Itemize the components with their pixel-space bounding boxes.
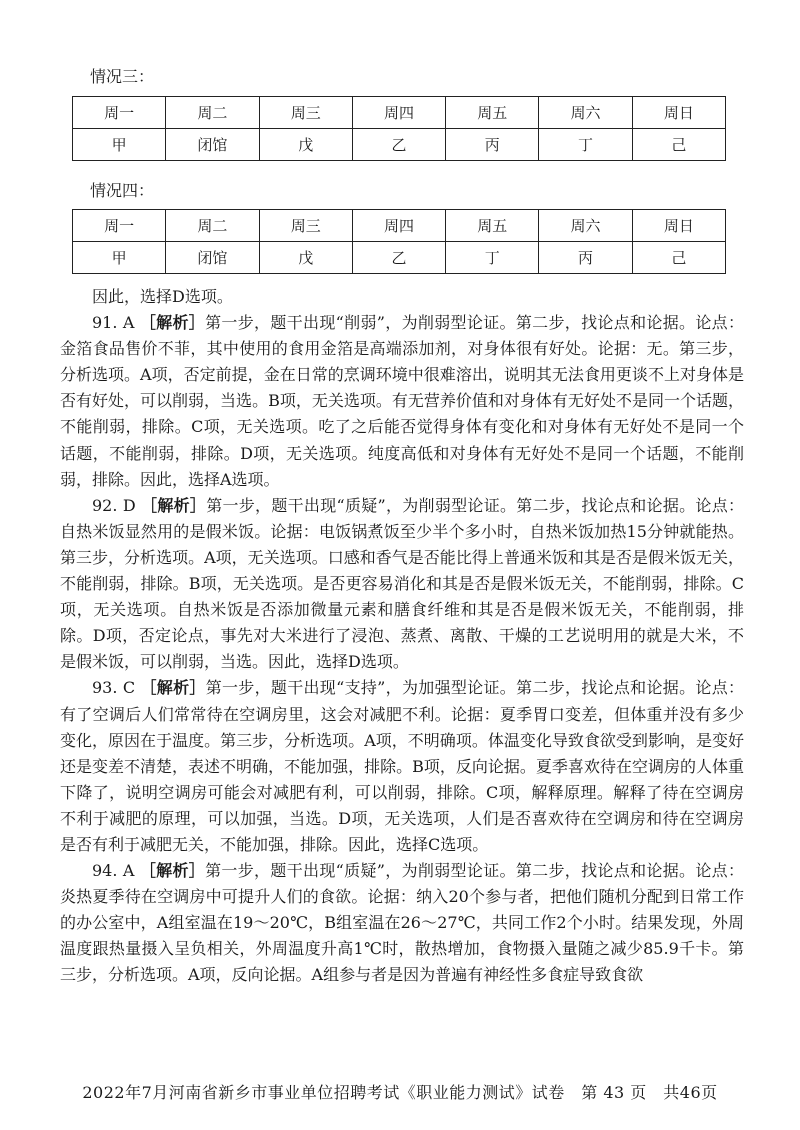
answer-text: 第一步，题干出现“支持”，为加强型论证。第二步，找论点和论据。论点：有了空调后人们常常待在空调房里，这会对减肥不利。论据：夏季胃口变差，但体重并没有多少变化，原因在于温度。第三步，分析选项。A项，不明确项。体温变化导致食欲受到影响，是变好还是变差不清楚，表述不明确，不能加强，排除。B项，反向论据。夏季喜欢待在空调房的人体重下降了，说明空调房可能会对减肥有利，可以削弱，排除。C项，解释原理。解释了待在空调房不利于减肥的原理，可以加强，当选。D项，无关选项，人们是否喜欢待在空调房和待在空调房是否有利于减肥无关，不能加强，排除。因此，选择C选项。 xyxy=(60,678,744,854)
page-footer: 2022年7月河南省新乡市事业单位招聘考试《职业能力测试》试卷 第 43 页 共46页 xyxy=(82,1083,718,1102)
table-cell: 甲 xyxy=(73,242,166,274)
case4-label: 情况四： xyxy=(90,181,155,200)
header-cell: 周四 xyxy=(352,97,445,129)
answer-number: 91. A xyxy=(92,313,140,333)
answer-number: 93. C xyxy=(92,678,141,698)
header-cell: 周一 xyxy=(73,97,166,129)
table-cell: 丁 xyxy=(446,242,539,274)
case4-schedule-table xyxy=(72,209,726,274)
table-cell: 甲 xyxy=(73,129,166,161)
conclusion-line: 因此，选择D选项。 xyxy=(92,287,233,306)
header-cell: 周日 xyxy=(632,97,725,129)
answer-93 xyxy=(60,675,744,858)
answer-92 xyxy=(60,493,744,676)
table-cell: 乙 xyxy=(352,242,445,274)
case3-schedule-table xyxy=(72,96,726,161)
table-row xyxy=(73,129,726,161)
header-cell: 周六 xyxy=(539,210,632,242)
analysis-tag: ［解析］ xyxy=(140,678,206,698)
table-cell: 戊 xyxy=(259,242,352,274)
table-header-row xyxy=(73,97,726,129)
table-cell: 丁 xyxy=(539,129,632,161)
answer-text: 第一步，题干出现“削弱”，为削弱型论证。第二步，找论点和论据。论点：金箔食品售价不菲，其中使用的食用金箔是高端添加剂，对身体很有好处。论据：无。第三步，分析选项。A项，否定前提，金在日常的烹调环境中很难溶出，说明其无法食用更谈不上对身体是否有好处，可以削弱，当选。B项，无关选项。有无营养价值和对身体有无好处不是同一个话题，不能削弱，排除。C项，无关选项。吃了之后能否觉得身体有变化和对身体有无好处不是同一个话题，不能削弱，排除。D项，无关选项。纯度高低和对身体有无好处不是同一个话题，不能削弱，排除。因此，选择A选项。 xyxy=(60,313,744,489)
answer-explanations xyxy=(60,284,744,989)
header-cell: 周二 xyxy=(166,210,259,242)
header-cell: 周三 xyxy=(259,210,352,242)
table-cell: 己 xyxy=(632,242,725,274)
header-cell: 周五 xyxy=(446,97,539,129)
answer-94 xyxy=(60,858,744,988)
answer-number: 94. A xyxy=(92,861,140,881)
table-cell: 乙 xyxy=(352,129,445,161)
table-cell: 闭馆 xyxy=(166,242,259,274)
header-cell: 周三 xyxy=(259,97,352,129)
table-cell: 闭馆 xyxy=(166,129,259,161)
answer-91 xyxy=(60,310,744,493)
case3-label: 情况三： xyxy=(90,67,155,86)
answer-text: 第一步，题干出现“质疑”，为削弱型论证。第二步，找论点和论据。论点：炎热夏季待在空调房中可提升人们的食欲。论据：纳入20个参与者，把他们随机分配到日常工作的办公室中，A组室温在19～20℃，B组室温在26～27℃，共同工作2个小时。结果发现，外周温度跟热量摄入呈负相关，外周温度升高1℃时，散热增加，食物摄入量随之减少85.9千卡。第三步，分析选项。A项，反向论据。A组参与者是因为普遍有神经性多食症导致食欲 xyxy=(60,861,744,985)
answer-number: 92. D xyxy=(92,495,142,515)
table-header-row xyxy=(73,210,726,242)
table-row xyxy=(73,242,726,274)
header-cell: 周日 xyxy=(632,210,725,242)
header-cell: 周五 xyxy=(446,210,539,242)
header-cell: 周一 xyxy=(73,210,166,242)
header-cell: 周二 xyxy=(166,97,259,129)
table-cell: 己 xyxy=(632,129,725,161)
answer-text: 第一步，题干出现“质疑”，为削弱型论证。第二步，找论点和论据。论点：自热米饭显然用的是假米饭。论据：电饭锅煮饭至少半个多小时，自热米饭加热15分钟就能热。第三步，分析选项。A项，无关选项。口感和香气是否能比得上普通米饭和其是否是假米饭无关，不能削弱，排除。B项，无关选项。是否更容易消化和其是否是假米饭无关，不能削弱，排除。C项，无关选项。自热米饭是否添加微量元素和膳食纤维和其是否是假米饭无关，不能削弱，排除。D项，否定论点，事先对大米进行了浸泡、蒸煮、离散、干燥的工艺说明用的就是大米，不是假米饭，可以削弱，当选。因此，选择D选项。 xyxy=(60,495,744,672)
analysis-tag: ［解析］ xyxy=(139,861,206,881)
header-cell: 周六 xyxy=(539,97,632,129)
table-cell: 丙 xyxy=(539,242,632,274)
header-cell: 周四 xyxy=(352,210,445,242)
analysis-tag: ［解析］ xyxy=(141,495,207,515)
table-cell: 戊 xyxy=(259,129,352,161)
analysis-tag: ［解析］ xyxy=(139,313,206,333)
table-cell: 丙 xyxy=(446,129,539,161)
